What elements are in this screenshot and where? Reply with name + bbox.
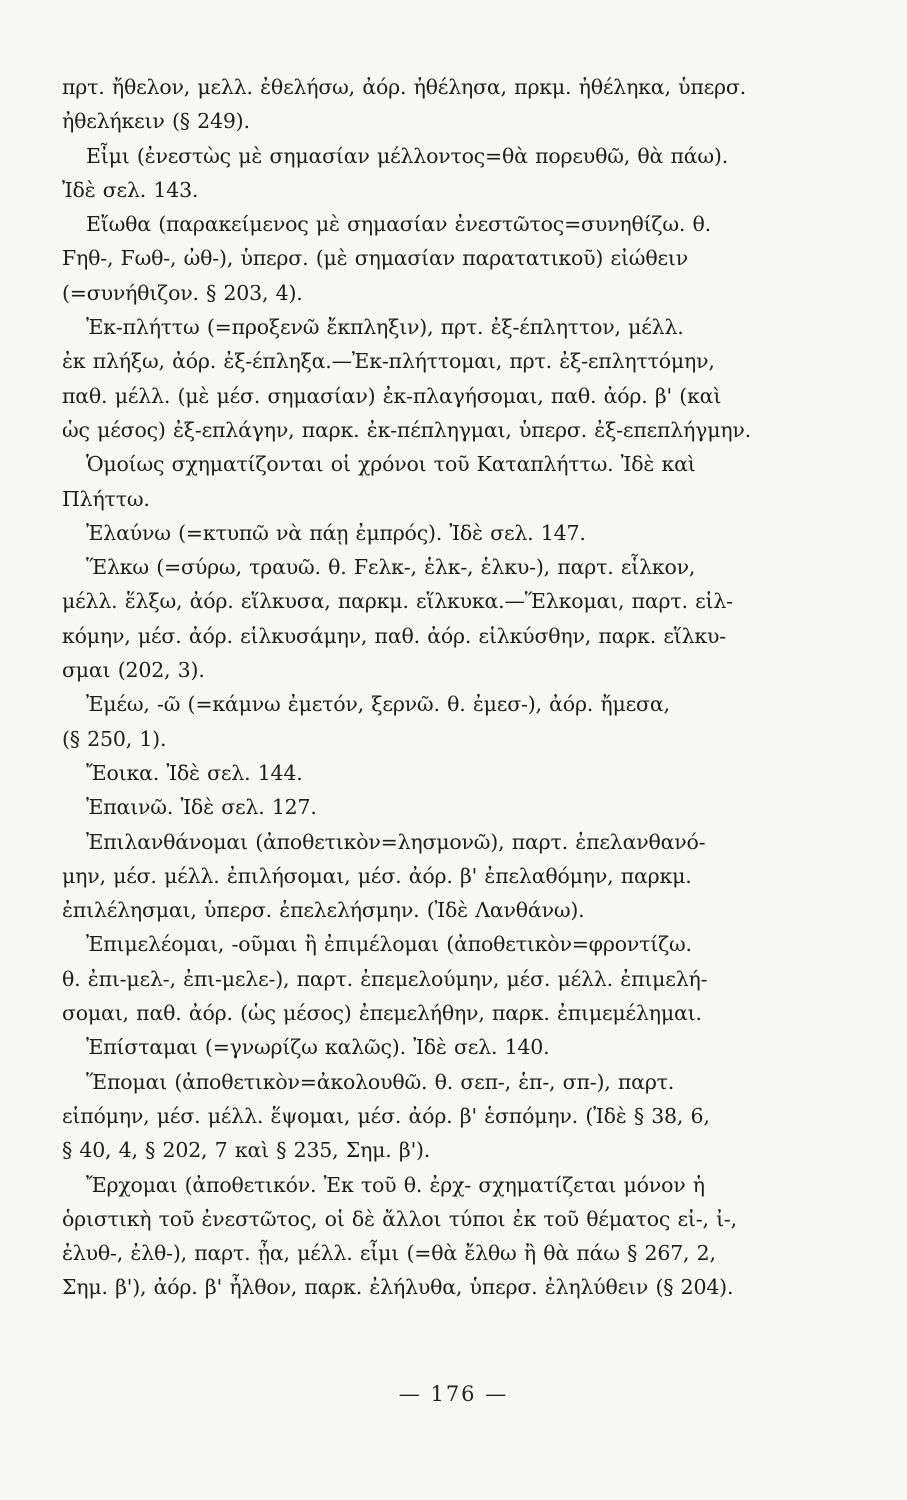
- text-line: Ἐμέω, -ῶ (=κάμνω ἐμετόν, ξερνῶ. θ. ἐμεσ-), ἀόρ. ἤμεσα,: [86, 692, 670, 717]
- text-line: σομαι, παθ. ἀόρ. (ὡς μέσος) ἐπεμελήθην, παρκ. ἐπιμεμέλημαι.: [62, 1001, 702, 1026]
- text-line: σμαι (202, 3).: [62, 658, 205, 683]
- text-line: Εἴωθα (παρακείμενος μὲ σημασίαν ἐνεστῶτος=συνηθίζω. θ.: [86, 212, 711, 237]
- text-line: ἐλυθ-, ἐλθ-), παρτ. ᾖα, μέλλ. εἶμι (=θὰ ἔλθω ἢ θὰ πάω § 267, 2,: [62, 1241, 716, 1266]
- text-line: εἱπόμην, μέσ. μέλλ. ἕψομαι, μέσ. ἀόρ. β' ἑσπόμην. (Ἰδὲ § 38, 6,: [62, 1103, 710, 1128]
- text-line: Ἐπιμελέομαι, -οῦμαι ἢ ἐπιμέλομαι (ἀποθετικὸν=φροντίζω.: [86, 932, 692, 957]
- text-line: ὁριστικὴ τοῦ ἐνεστῶτος, οἱ δὲ ἄλλοι τύποι ἐκ τοῦ θέματος εἰ-, ἰ-,: [62, 1206, 737, 1231]
- text-line: ἠθελήκειν (§ 249).: [62, 109, 250, 134]
- dictionary-text: [62, 70, 842, 1305]
- text-line: παθ. μέλλ. (μὲ μέσ. σημασίαν) ἐκ-πλαγήσομαι, παθ. ἀόρ. β' (καὶ: [62, 383, 722, 408]
- text-line: μην, μέσ. μέλλ. ἐπιλήσομαι, μέσ. ἀόρ. β' ἐπελαθόμην, παρκμ.: [62, 863, 692, 888]
- text-line: πρτ. ἤθελον, μελλ. ἐθελήσω, ἀόρ. ἠθέλησα, πρκμ. ἠθέληκα, ὑπερσ.: [62, 75, 746, 99]
- text-line: Ἕπομαι (ἀποθετικὸν=ἀκολουθῶ. θ. σεπ-, ἑπ-, σπ-), παρτ.: [86, 1069, 675, 1094]
- page-number: — 176 —: [398, 1382, 509, 1406]
- text-line: Ἔρχομαι (ἀποθετικόν. Ἐκ τοῦ θ. ἐρχ- σχηματίζεται μόνον ἡ: [86, 1172, 705, 1197]
- text-line: (=συνήθιζον. § 203, 4).: [62, 280, 303, 305]
- text-line: Εἶμι (ἐνεστὼς μὲ σημασίαν μέλλοντος=θὰ πορευθῶ, θὰ πάω).: [86, 143, 729, 168]
- text-line: § 40, 4, § 202, 7 καὶ § 235, Σημ. β').: [62, 1138, 431, 1163]
- text-line: Ἰδὲ σελ. 143.: [62, 177, 199, 202]
- text-line: ἐκ πλήξω, ἀόρ. ἐξ-έπληξα.—Ἐκ-πλήττομαι, πρτ. ἐξ-επληττόμην,: [62, 349, 715, 374]
- text-line: Ἕλκω (=σύρω, τραυῶ. θ. Ϝελκ-, ἑλκ-, ἑλκυ-), παρτ. εἷλκον,: [86, 555, 696, 580]
- text-line: Ἔοικα. Ἰδὲ σελ. 144.: [86, 760, 303, 785]
- text-line: Ἐλαύνω (=κτυπῶ νὰ πάῃ ἐμπρός). Ἰδὲ σελ. 147.: [86, 520, 586, 545]
- text-line: κόμην, μέσ. ἀόρ. εἱλκυσάμην, παθ. ἀόρ. εἱλκύσθην, παρκ. εἵλκυ-: [62, 623, 727, 648]
- text-line: θ. ἐπι-μελ-, ἐπι-μελε-), παρτ. ἐπεμελούμην, μέσ. μέλλ. ἐπιμελή-: [62, 966, 708, 991]
- text-line: ὡς μέσος) ἐξ-επλάγην, παρκ. ἐκ-πέπληγμαι, ὑπερσ. ἐξ-επεπλήγμην.: [62, 417, 751, 442]
- text-line: Ὁμοίως σχηματίζονται οἱ χρόνοι τοῦ Καταπλήττω. Ἰδὲ καὶ: [86, 452, 696, 477]
- text-line: Σημ. β'), ἀόρ. β' ἦλθον, παρκ. ἐλήλυθα, ὑπερσ. ἐληλύθειν (§ 204).: [62, 1275, 734, 1300]
- text-line: Ἐπίσταμαι (=γνωρίζω καλῶς). Ἰδὲ σελ. 140.: [86, 1035, 550, 1060]
- text-line: μέλλ. ἕλξω, ἀόρ. εἵλκυσα, παρκμ. εἵλκυκα.—Ἕλκομαι, παρτ. εἱλ-: [62, 589, 733, 614]
- text-line: Πλήττω.: [62, 486, 150, 511]
- text-line: (§ 250, 1).: [62, 726, 167, 751]
- text-line: ἐπιλέλησμαι, ὑπερσ. ἐπελελήσμην. (Ἰδὲ Λανθάνω).: [62, 898, 585, 923]
- text-line: Ϝηθ-, Ϝωθ-, ὠθ-), ὑπερσ. (μὲ σημασίαν παρατατικοῦ) εἰώθειν: [62, 246, 688, 271]
- text-line: Ἐπιλανθάνομαι (ἀποθετικὸν=λησμονῶ), παρτ. ἐπελανθανό-: [86, 829, 706, 854]
- text-line: Ἐκ-πλήττω (=προξενῶ ἔκπληξιν), πρτ. ἐξ-έπληττον, μέλλ.: [86, 315, 684, 340]
- text-line: Ἐπαινῶ. Ἰδὲ σελ. 127.: [86, 795, 317, 820]
